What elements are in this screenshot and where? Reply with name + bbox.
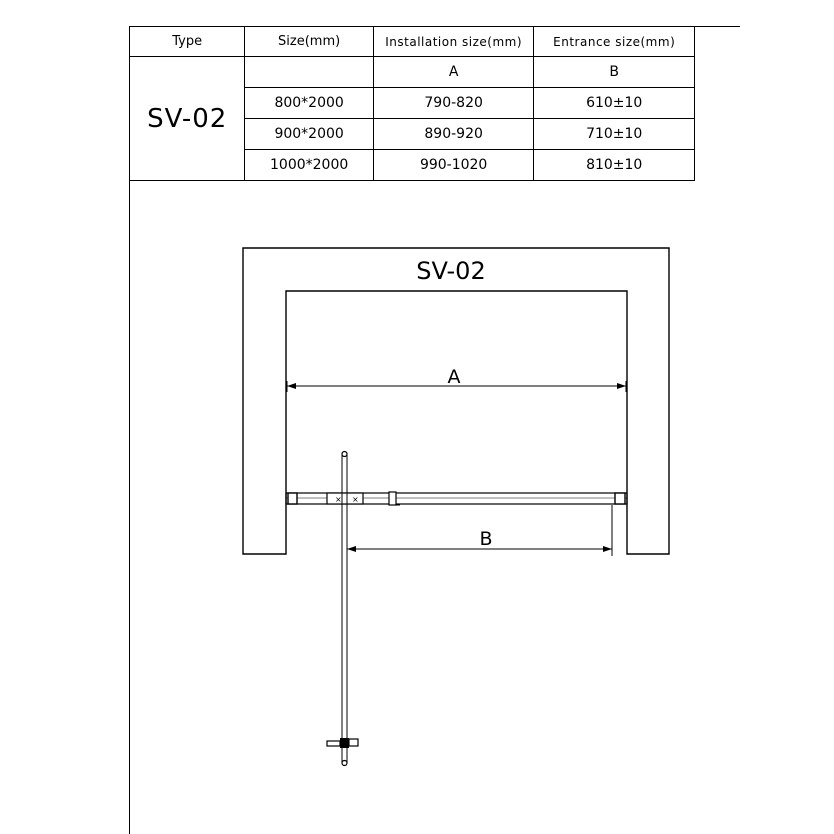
left-wall-bracket bbox=[288, 493, 297, 504]
cell-installation: 890-920 bbox=[373, 119, 534, 150]
svg-text:×: × bbox=[352, 495, 359, 504]
cell-entrance: 810±10 bbox=[534, 150, 695, 181]
dimension-a bbox=[287, 366, 626, 392]
cell-size: 800*2000 bbox=[245, 88, 373, 119]
cell-installation: 990-1020 bbox=[373, 150, 534, 181]
cell-size: 900*2000 bbox=[245, 119, 373, 150]
cell-size: 1000*2000 bbox=[245, 150, 373, 181]
subheader-b: B bbox=[534, 57, 695, 88]
sliding-rail bbox=[286, 492, 627, 505]
cell-entrance: 710±10 bbox=[534, 119, 695, 150]
right-wall-bracket bbox=[615, 493, 625, 504]
dimension-a-label: A bbox=[447, 366, 461, 388]
diagram-title: SV-02 bbox=[416, 257, 486, 285]
header-installation-size: Installation size(mm) bbox=[373, 27, 534, 57]
subheader-a: A bbox=[373, 57, 534, 88]
rail-stopper bbox=[389, 492, 396, 505]
cell-entrance: 610±10 bbox=[534, 88, 695, 119]
header-type: Type bbox=[130, 27, 245, 57]
dimension-b-label: B bbox=[479, 528, 493, 550]
header-size: Size(mm) bbox=[245, 27, 373, 57]
model-name: SV-02 bbox=[130, 57, 245, 181]
svg-text:×: × bbox=[335, 495, 342, 504]
cell-installation: 790-820 bbox=[373, 88, 534, 119]
dimension-b bbox=[347, 505, 612, 556]
door-handle-icon bbox=[327, 738, 358, 748]
header-entrance-size: Entrance size(mm) bbox=[534, 27, 695, 57]
enclosure-outline bbox=[243, 248, 669, 554]
